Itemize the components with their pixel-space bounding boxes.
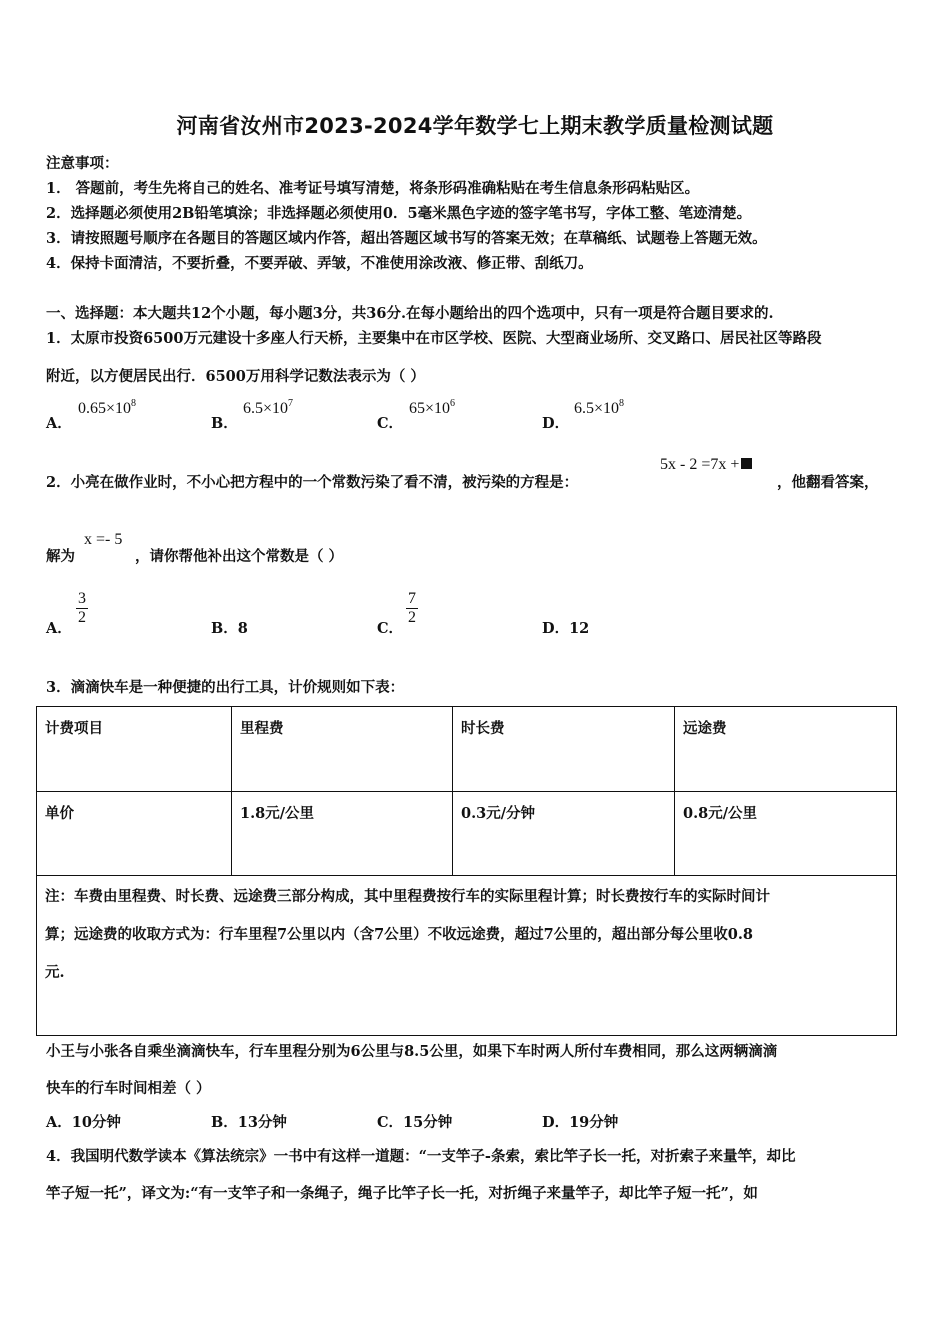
ink-blot-icon [741, 458, 752, 469]
q3-text-line1: 小王与小张各自乘坐滴滴快车，行车里程分别为6公里与8.5公里，如果下车时两人所付车费相同，那么这两辆滴滴 [46, 1043, 778, 1060]
q1-option-d-value: $6.5\times 10^8$ [574, 398, 625, 417]
table-header-cell: 时长费 [453, 707, 675, 792]
q3-option-b: B．13分钟 [211, 1114, 287, 1131]
table-header-row [37, 707, 897, 792]
table-header-cell: 计费项目 [37, 707, 232, 792]
page-title: 河南省汝州市2023-2024学年数学七上期末教学质量检测试题 [176, 114, 774, 138]
q4-text-line1: 4．我国明代数学读本《算法统宗》一书中有这样一道题：“一支竿子-条索，索比竿子长一托，对折索子来量竿，却比 [46, 1148, 796, 1165]
section-heading: 一、选择题：本大题共12个小题，每小题3分，共36分.在每小题给出的四个选项中，只有一项是符合题目要求的. [46, 305, 774, 322]
table-cell: 0.8元/公里 [675, 792, 897, 876]
q2-text-line2-start: 解为 [46, 548, 75, 565]
table-note-line: 元. [45, 964, 65, 981]
q3-option-c: C．15分钟 [377, 1114, 453, 1131]
table-header-cell: 里程费 [232, 707, 453, 792]
q1-text-line1: 1．太原市投资6500万元建设十多座人行天桥，主要集中在市区学校、医院、大型商业场所、交叉路口、居民社区等路段 [46, 330, 822, 347]
q3-text-line2: 快车的行车时间相差（ ） [46, 1080, 211, 1097]
table-note-line: 算；远途费的收取方式为：行车里程7公里以内（含7公里）不收远途费，超过7公里的，超出部分每公里收0.8 [45, 926, 753, 943]
q1-option-d-label: D． [542, 415, 570, 432]
table-header-cell: 远途费 [675, 707, 897, 792]
table-cell: 1.8元/公里 [232, 792, 453, 876]
q2-option-c-label: C． [377, 620, 404, 637]
table-row [37, 792, 897, 876]
q2-text-line1: 2．小亮在做作业时，不小心把方程中的一个常数污染了看不清，被污染的方程是： [46, 474, 579, 491]
q1-text-line2: 附近，以方便居民出行．6500万用科学记数法表示为（ ） [46, 368, 425, 385]
table-note-row [37, 876, 897, 1036]
q3-intro: 3．滴滴快车是一种便捷的出行工具，计价规则如下表： [46, 679, 405, 696]
notice-item: 2．选择题必须使用2B铅笔填涂；非选择题必须使用0．5毫米黑色字迹的签字笔书写，字体工整、笔迹清楚。 [46, 205, 752, 222]
table-note-cell [37, 876, 897, 1036]
notice-item: 4．保持卡面清洁，不要折叠，不要弄破、弄皱，不准使用涂改液、修正带、刮纸刀。 [46, 255, 593, 272]
q4-text-line2: 竿子短一托”，译文为:“有一支竿子和一条绳子，绳子比竿子长一托，对折绳子来量竿子，却比竿子短一托”，如 [46, 1185, 758, 1202]
q2-text-line2-end: ，请你帮他补出这个常数是（ ） [135, 548, 344, 565]
q2-equation: 5x - 2 =7x + [660, 456, 752, 474]
q1-option-b-label: B． [211, 415, 238, 432]
q1-option-b-value: $6.5\times 10^7$ [243, 398, 294, 417]
q2-option-a-fraction: $\frac{3}{2}$ [78, 590, 86, 626]
q1-option-c-label: C． [377, 415, 404, 432]
q2-option-c-fraction: $\frac{7}{2}$ [408, 590, 416, 626]
q2-option-d: D．12 [542, 620, 590, 637]
q1-option-a-label: A． [46, 415, 72, 432]
q1-option-c-value: $65\times 10^6$ [409, 398, 456, 417]
q2-option-b: B．8 [211, 620, 248, 637]
table-cell: 单价 [37, 792, 232, 876]
notice-heading: 注意事项： [46, 155, 119, 172]
fee-table [36, 706, 897, 1036]
table-cell: 0.3元/分钟 [453, 792, 675, 876]
table-note-line: 注：车费由里程费、时长费、远途费三部分构成，其中里程费按行车的实际里程计算；时长费按行车的实际时间计 [45, 888, 770, 905]
notice-item: 1． 答题前，考生先将自己的姓名、准考证号填写清楚，将条形码准确粘贴在考生信息条形码粘贴区。 [46, 180, 700, 197]
q2-option-a-label: A． [46, 620, 72, 637]
q3-option-a: A．10分钟 [46, 1114, 121, 1131]
notice-item: 3．请按照题号顺序在各题目的答题区域内作答，超出答题区域书写的答案无效；在草稿纸、试题卷上答题无效。 [46, 230, 767, 247]
q3-option-d: D．19分钟 [542, 1114, 619, 1131]
q2-solution: x =- 5 [84, 531, 123, 548]
q1-option-a-value: $0.65\times 10^8$ [78, 398, 137, 417]
q2-text-line1-end: ，他翻看答案， [777, 474, 879, 491]
